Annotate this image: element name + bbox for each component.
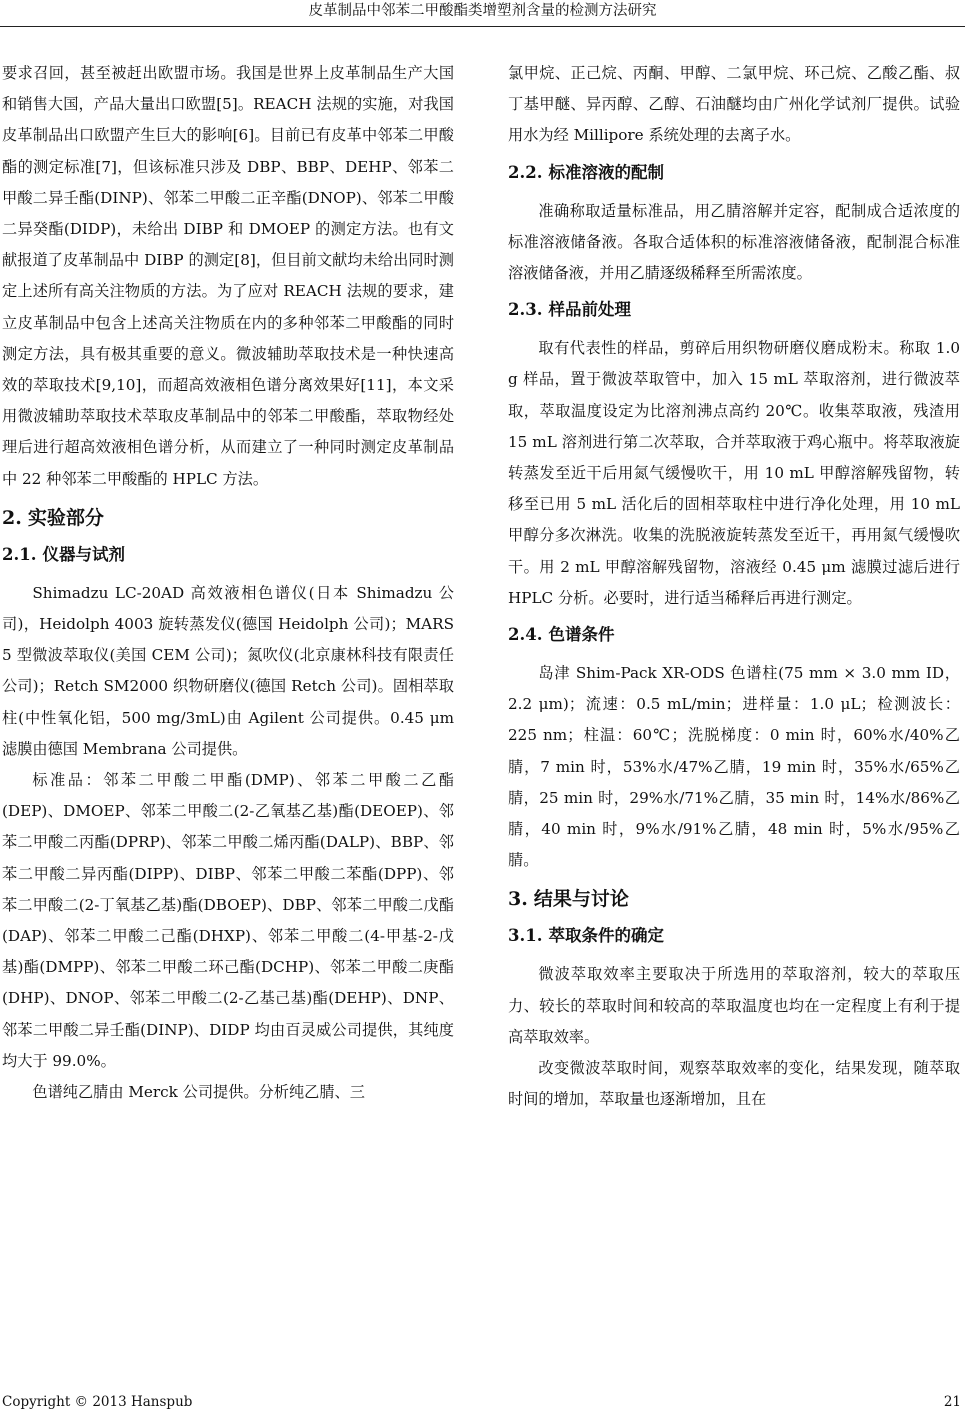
- standards-paragraph: 标准品：邻苯二甲酸二甲酯(DMP)、邻苯二甲酸二乙酯(DEP)、DMOEP、邻苯二甲酸二(2-乙氧基乙基)酯(DEOEP)、邻苯二甲酸二丙酯(DPRP)、邻苯二甲酸二烯丙酯(DALP)、BBP、邻苯二甲酸二异丙酯(DIPP)、DIBP、邻苯二甲酸二苯酯(DPP)、邻苯二甲酸二(2-丁氧基乙基)酯(DBOEP)、DBP、邻苯二甲酸二戊酯(DAP)、邻苯二甲酸二己酯(DHXP)、邻苯二甲酸二(4-甲基-2-戊基)酯(DMPP)、邻苯二甲酸二环己酯(DCHP)、邻苯二甲酸二庚酯(DHP)、DNOP、邻苯二甲酸二(2-乙基己基)酯(DEHP)、DNP、邻苯二甲酸二异壬酯(DINP)、DIDP 均由百灵威公司提供，其纯度均大于 99.0%。: [2, 771, 454, 1070]
- subsection-number: 2.2.: [508, 162, 543, 182]
- section-title: 结果与讨论: [533, 888, 629, 911]
- subsection-heading-2-2: [508, 161, 960, 185]
- left-column: [2, 58, 454, 1108]
- intro-paragraph: 要求召回，甚至被赶出欧盟市场。我国是世界上皮革制品生产大国和销售大国，产品大量出口欧盟[5]。REACH 法规的实施，对我国皮革制品出口欧盟产生巨大的影响[6]。目前已有皮革中邻苯二甲酸酯的测定标准[7]，但该标准只涉及 DBP、BBP、DEHP、邻苯二甲酸二异壬酯(DINP)、邻苯二甲酸二正辛酯(DNOP)、邻苯二甲酸二异癸酯(DIDP)，未给出 DIBP 和 DMOEP 的测定方法。也有文献报道了皮革制品中 DIBP 的测定[8]，但目前文献均未给出同时测定上述所有高关注物质的方法。为了应对 REACH 法规的要求，建立皮革制品中包含上述高关注物质在内的多种邻苯二甲酸酯的同时测定方法，具有极其重要的意义。微波辅助萃取技术是一种快速高效的萃取技术[9,10]，而超高效液相色谱分离效果好[11]，本文采用微波辅助萃取技术萃取皮革制品中的邻苯二甲酸酯，萃取物经处理后进行超高效液相色谱分析，从而建立了一种同时测定皮革制品中 22 种邻苯二甲酸酯的 HPLC 方法。: [2, 64, 454, 488]
- right-column: [508, 58, 960, 1115]
- instruments-paragraph: Shimadzu LC-20AD 高效液相色谱仪(日本 Shimadzu 公司)，Heidolph 4003 旋转蒸发仪(德国 Heidolph 公司)；MARS 5 型微波萃取仪(美国 CEM 公司)；氮吹仪(北京康林科技有限责任公司)；Retch SM2000 织物研磨仪(德国 Retch 公司)。固相萃取柱(中性氧化铝，500 mg/3mL)由 Agilent 公司提供。0.45 μm 滤膜由德国 Membrana 公司提供。: [2, 583, 454, 758]
- subsection-title: 萃取条件的确定: [548, 926, 664, 946]
- subsection-number: 2.1.: [2, 544, 37, 564]
- subsection-number: 2.3.: [508, 300, 543, 320]
- subsection-heading-2-3: [508, 298, 960, 322]
- reagents-continued-paragraph: 氯甲烷、正己烷、丙酮、甲醇、二氯甲烷、环己烷、乙酸乙酯、叔丁基甲醚、异丙醇、乙醇、石油醚均由广州化学试剂厂提供。试验用水为经 Millipore 系统处理的去离子水。: [508, 64, 960, 145]
- subsection-title: 仪器与试剂: [42, 544, 125, 564]
- subsection-heading-2-1: [2, 543, 454, 567]
- subsection-heading-3-1: [508, 924, 960, 948]
- subsection-number: 3.1.: [508, 926, 543, 946]
- page-number: 21: [943, 1394, 961, 1410]
- subsection-title: 标准溶液的配制: [548, 162, 664, 182]
- header-rule: [0, 26, 965, 27]
- subsection-title: 色谱条件: [548, 625, 615, 645]
- subsection-number: 2.4.: [508, 625, 543, 645]
- extraction-time-paragraph: 改变微波萃取时间，观察萃取效率的变化，结果发现，随萃取时间的增加，萃取量也逐渐增加，且在: [508, 1059, 960, 1109]
- extraction-paragraph: 微波萃取效率主要取决于所选用的萃取溶剂，较大的萃取压力、较长的萃取时间和较高的萃取温度也均在一定程度上有利于提高萃取效率。: [508, 965, 960, 1046]
- section-number: 3.: [508, 888, 528, 911]
- reagents-paragraph: 色谱纯乙腈由 Merck 公司提供。分析纯乙腈、三: [32, 1083, 365, 1102]
- standard-solution-paragraph: 准确称取适量标准品，用乙腈溶解并定容，配制成合适浓度的标准溶液储备液。各取合适体积的标准溶液储备液，配制混合标准溶液储备液，并用乙腈逐级稀释至所需浓度。: [508, 201, 960, 283]
- subsection-title: 样品前处理: [548, 300, 631, 320]
- running-header: 皮革制品中邻苯二甲酸酯类增塑剂含量的检测方法研究: [308, 3, 657, 19]
- sample-prep-paragraph: 取有代表性的样品，剪碎后用织物研磨仪磨成粉末。称取 1.0 g 样品，置于微波萃取管中，加入 15 mL 萃取溶剂，进行微波萃取，萃取温度设定为比溶剂沸点高约 20℃。收集萃取液，残渣用 15 mL 溶剂进行第二次萃取，合并萃取液于鸡心瓶中。将萃取液旋转蒸发至近干后用氮气缓慢吹干，用 10 mL 甲醇溶解残留物，转移至已用 5 mL 活化后的固相萃取柱中进行净化处理，用 10 mL 甲醇分多次淋洗。收集的洗脱液旋转蒸发至近干，再用氮气缓慢吹干。用 2 mL 甲醇溶解残留物，溶液经 0.45 μm 滤膜过滤后进行 HPLC 分析。必要时，进行适当稀释后再进行测定。: [508, 339, 960, 607]
- subsection-heading-2-4: [508, 623, 960, 647]
- section-title: 实验部分: [27, 506, 104, 529]
- chromatography-paragraph: 岛津 Shim-Pack XR-ODS 色谱柱(75 mm × 3.0 mm ID，2.2 μm)；流速：0.5 mL/min；进样量：1.0 μL；检测波长：225 nm；柱温：60℃；洗脱梯度：0 min 时，60%水/40%乙腈，7 min 时，53%水/47%乙腈，19 min 时，35%水/65%乙腈，25 min 时，29%水/71%乙腈，35 min 时，14%水/86%乙腈，40 min 时，9%水/91%乙腈，48 min 时，5%水/95%乙腈。: [508, 664, 960, 870]
- page-footer: [0, 1392, 965, 1412]
- section-heading-3: [508, 886, 960, 912]
- section-number: 2.: [2, 506, 22, 529]
- section-heading-2: [2, 505, 454, 531]
- copyright-notice: Copyright © 2013 Hanspub: [2, 1394, 193, 1410]
